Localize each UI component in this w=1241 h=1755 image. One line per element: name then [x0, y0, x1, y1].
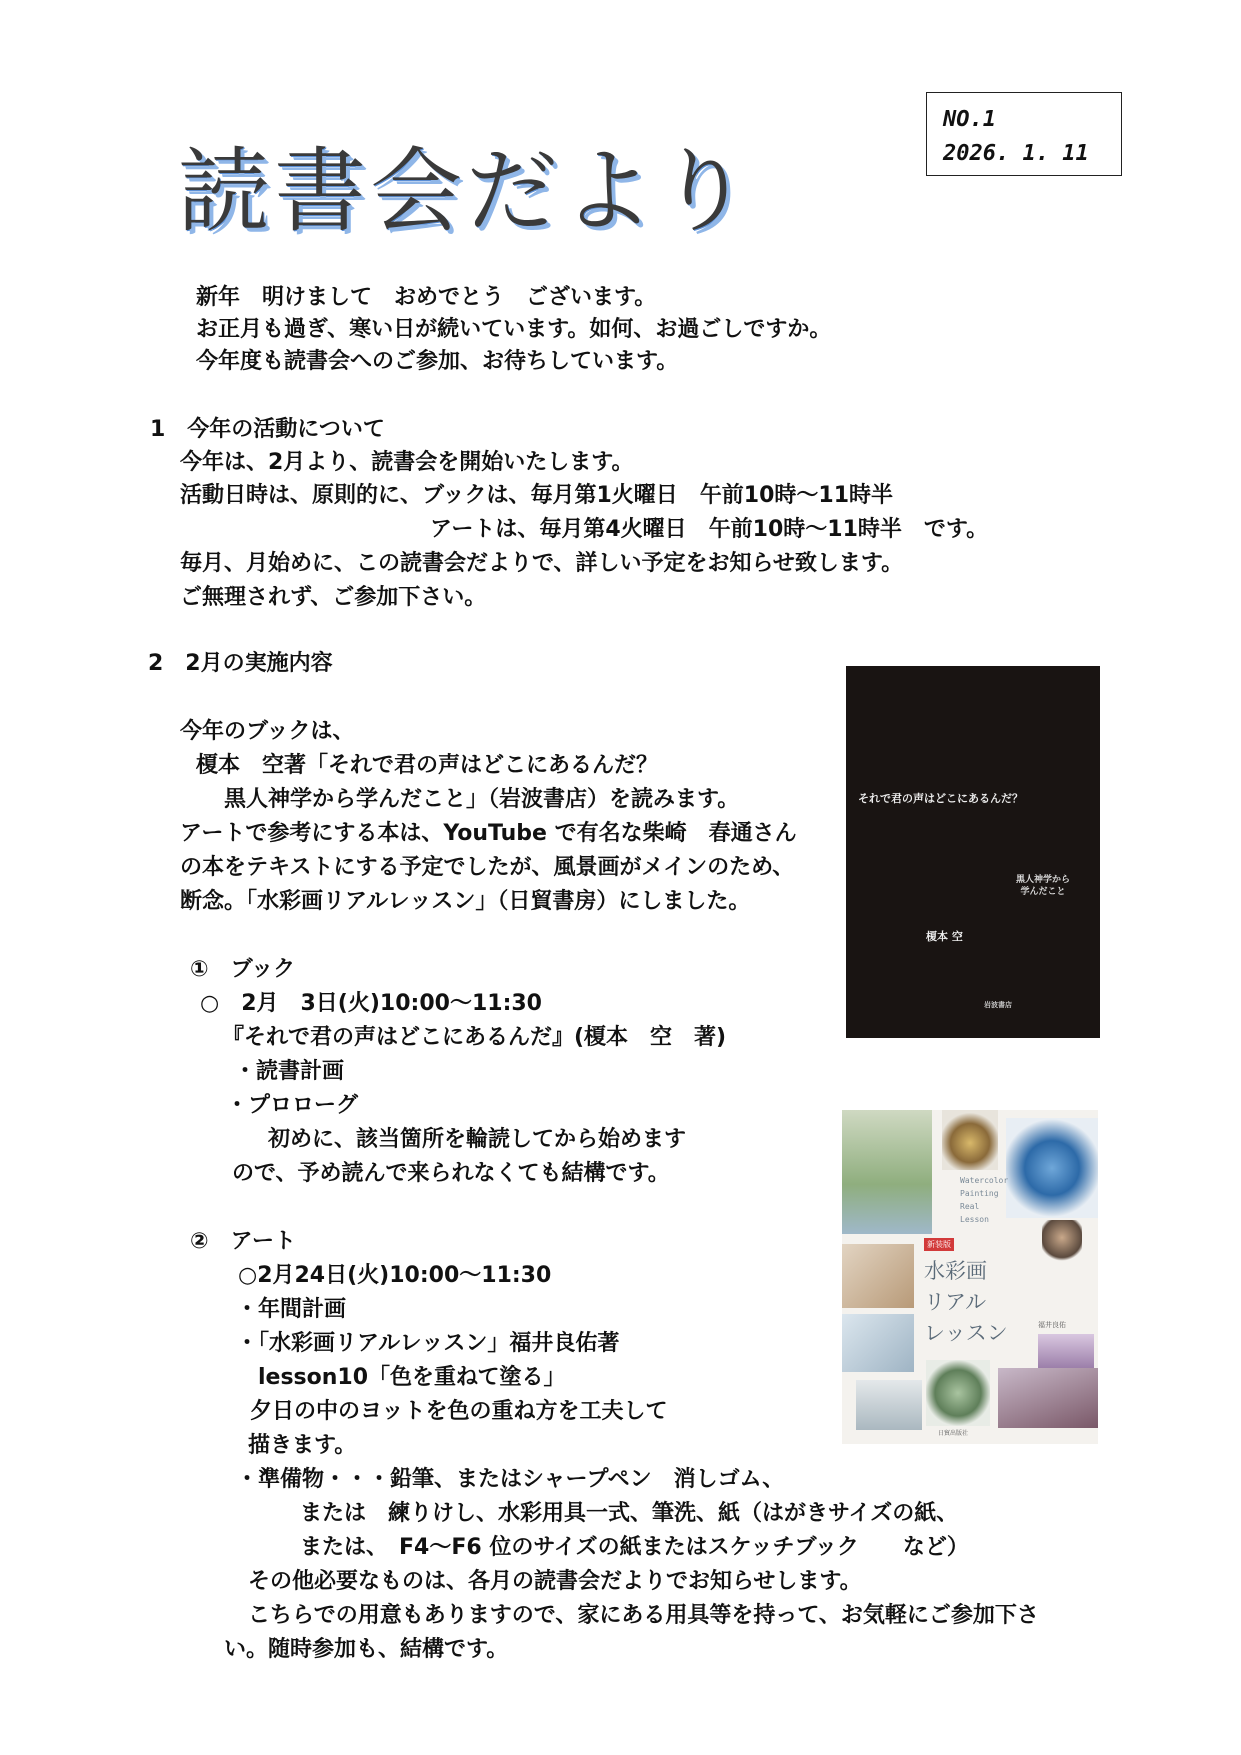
book-line-4: ・プロローグ	[226, 1093, 359, 1118]
art-line-10: その他必要なものは、各月の読書会だよりでお知らせします。	[248, 1569, 862, 1594]
book2-english-title	[960, 1174, 1008, 1226]
issue-date: 2026. 1. 11	[943, 141, 1089, 166]
page-title: 読書会だより	[178, 138, 755, 245]
section1-heading: 1 今年の活動について	[150, 417, 385, 442]
cover-painting-brushes	[842, 1314, 914, 1372]
issue-box	[926, 92, 1122, 176]
art-line-3: ・「水彩画リアルレッスン」福井良佑著	[236, 1331, 620, 1356]
section1-line-1: 今年は、2月より、読書会を開始いたします。	[180, 450, 634, 475]
book2-title	[924, 1256, 1008, 1349]
issue-number: NO.1	[943, 107, 996, 132]
book-heading: ① ブック	[190, 957, 296, 982]
cover-painting-objects	[842, 1244, 914, 1308]
art-line-8: または 練りけし、水彩用具一式、筆洗、紙（はがきサイズの紙、	[300, 1501, 959, 1526]
book-cover-image-2	[842, 1110, 1098, 1444]
art-line-7: ・準備物・・・鉛筆、またはシャープペン 消しゴム、	[236, 1467, 785, 1492]
cover-painting-bell	[942, 1110, 998, 1170]
book-line-2: 『それで君の声はどこにあるんだ』(榎本 空 著)	[222, 1025, 727, 1050]
book1-subtitle-2: 学んだこと	[1020, 887, 1066, 897]
book2-title-2: リアル	[924, 1290, 987, 1314]
greeting-line-2: お正月も過ぎ、寒い日が続いています。如何、お過ごしですか。	[196, 317, 832, 342]
book-cover-image-1	[846, 666, 1100, 1038]
art-line-9: または、 F4～F6 位のサイズの紙またはスケッチブック など）	[300, 1535, 969, 1560]
art-line-12: い。随時参加も、結構です。	[224, 1637, 509, 1662]
book1-publisher: 岩波書店	[984, 1001, 1012, 1009]
cover-painting-grapes	[998, 1368, 1098, 1428]
section2-intro-5: の本をテキストにする予定でしたが、風景画がメインのため、	[180, 855, 795, 880]
book-line-5: 初めに、該当箇所を輪読してから始めます	[268, 1127, 687, 1152]
art-line-2: ・年間計画	[236, 1297, 347, 1322]
art-line-4: lesson10「色を重ねて塗る」	[258, 1365, 566, 1390]
book-line-1: ○ 2月 3日(火)10:00～11:30	[200, 991, 542, 1016]
book1-subtitle-1: 黒人神学から	[1016, 875, 1071, 885]
section1-line-3: アートは、毎月第4火曜日 午前10時～11時半 です。	[430, 517, 989, 542]
book2-title-1: 水彩画	[924, 1259, 987, 1283]
book2-title-3: レッスン	[924, 1321, 1008, 1345]
book1-author: 榎本 空	[926, 930, 963, 943]
section2-intro-6: 断念。「水彩画リアルレッスン」（日貿書房）にしました。	[180, 889, 751, 914]
book1-subtitle	[1016, 874, 1070, 898]
section2-intro-4: アートで参考にする本は、YouTube で有名な柴崎 春通さん	[180, 821, 797, 846]
art-line-11: こちらでの用意もありますので、家にある用具等を持って、お気軽にご参加下さ	[248, 1603, 1039, 1628]
book-line-6: ので、予め読んで来られなくても結構です。	[232, 1161, 670, 1186]
art-line-5: 夕日の中のヨットを色の重ね方を工夫して	[250, 1399, 668, 1424]
book2-english-4: Lesson	[960, 1215, 989, 1224]
book2-english-2: Painting	[960, 1189, 999, 1198]
art-line-1: ○2月24日(火)10:00～11:30	[238, 1263, 552, 1288]
cover-painting-bowl	[926, 1360, 990, 1426]
greeting-line-1: 新年 明けまして おめでとう ございます。	[196, 285, 657, 310]
book2-badge: 新装版	[924, 1238, 954, 1251]
section2-heading: 2 2月の実施内容	[148, 651, 333, 676]
section2-intro-2: 榎本 空著「それで君の声はどこにあるんだ？	[196, 753, 659, 778]
book2-english-1: Watercolor	[960, 1176, 1009, 1185]
book2-author: 福井良佑	[1038, 1321, 1066, 1329]
cover-photo-class	[856, 1380, 922, 1430]
book2-publisher: 日貿出版社	[938, 1430, 969, 1437]
section1-line-2: 活動日時は、原則的に、ブックは、毎月第1火曜日 午前10時～11時半	[180, 483, 894, 508]
section2-intro-3: 黒人神学から学んだこと」（岩波書店）を読みます。	[224, 787, 740, 812]
art-heading: ② アート	[190, 1229, 296, 1254]
section2-intro-1: 今年のブックは、	[180, 719, 355, 744]
section1-line-5: ご無理されず、ご参加下さい。	[180, 585, 487, 610]
cover-painting-glass	[1006, 1118, 1098, 1218]
book1-title: それで君の声はどこにあるんだ？	[858, 792, 1023, 805]
greeting-line-3: 今年度も読書会へのご参加、お待ちしています。	[196, 349, 679, 374]
book-line-3: ・読書計画	[234, 1059, 345, 1084]
book2-english-3: Real	[960, 1202, 980, 1211]
cover-painting-landscape	[842, 1110, 932, 1234]
section1-line-4: 毎月、月始めに、この読書会だよりで、詳しい予定をお知らせ致します。	[180, 551, 904, 576]
cover-author-photo	[1042, 1220, 1082, 1264]
art-line-6: 描きます。	[248, 1433, 357, 1458]
